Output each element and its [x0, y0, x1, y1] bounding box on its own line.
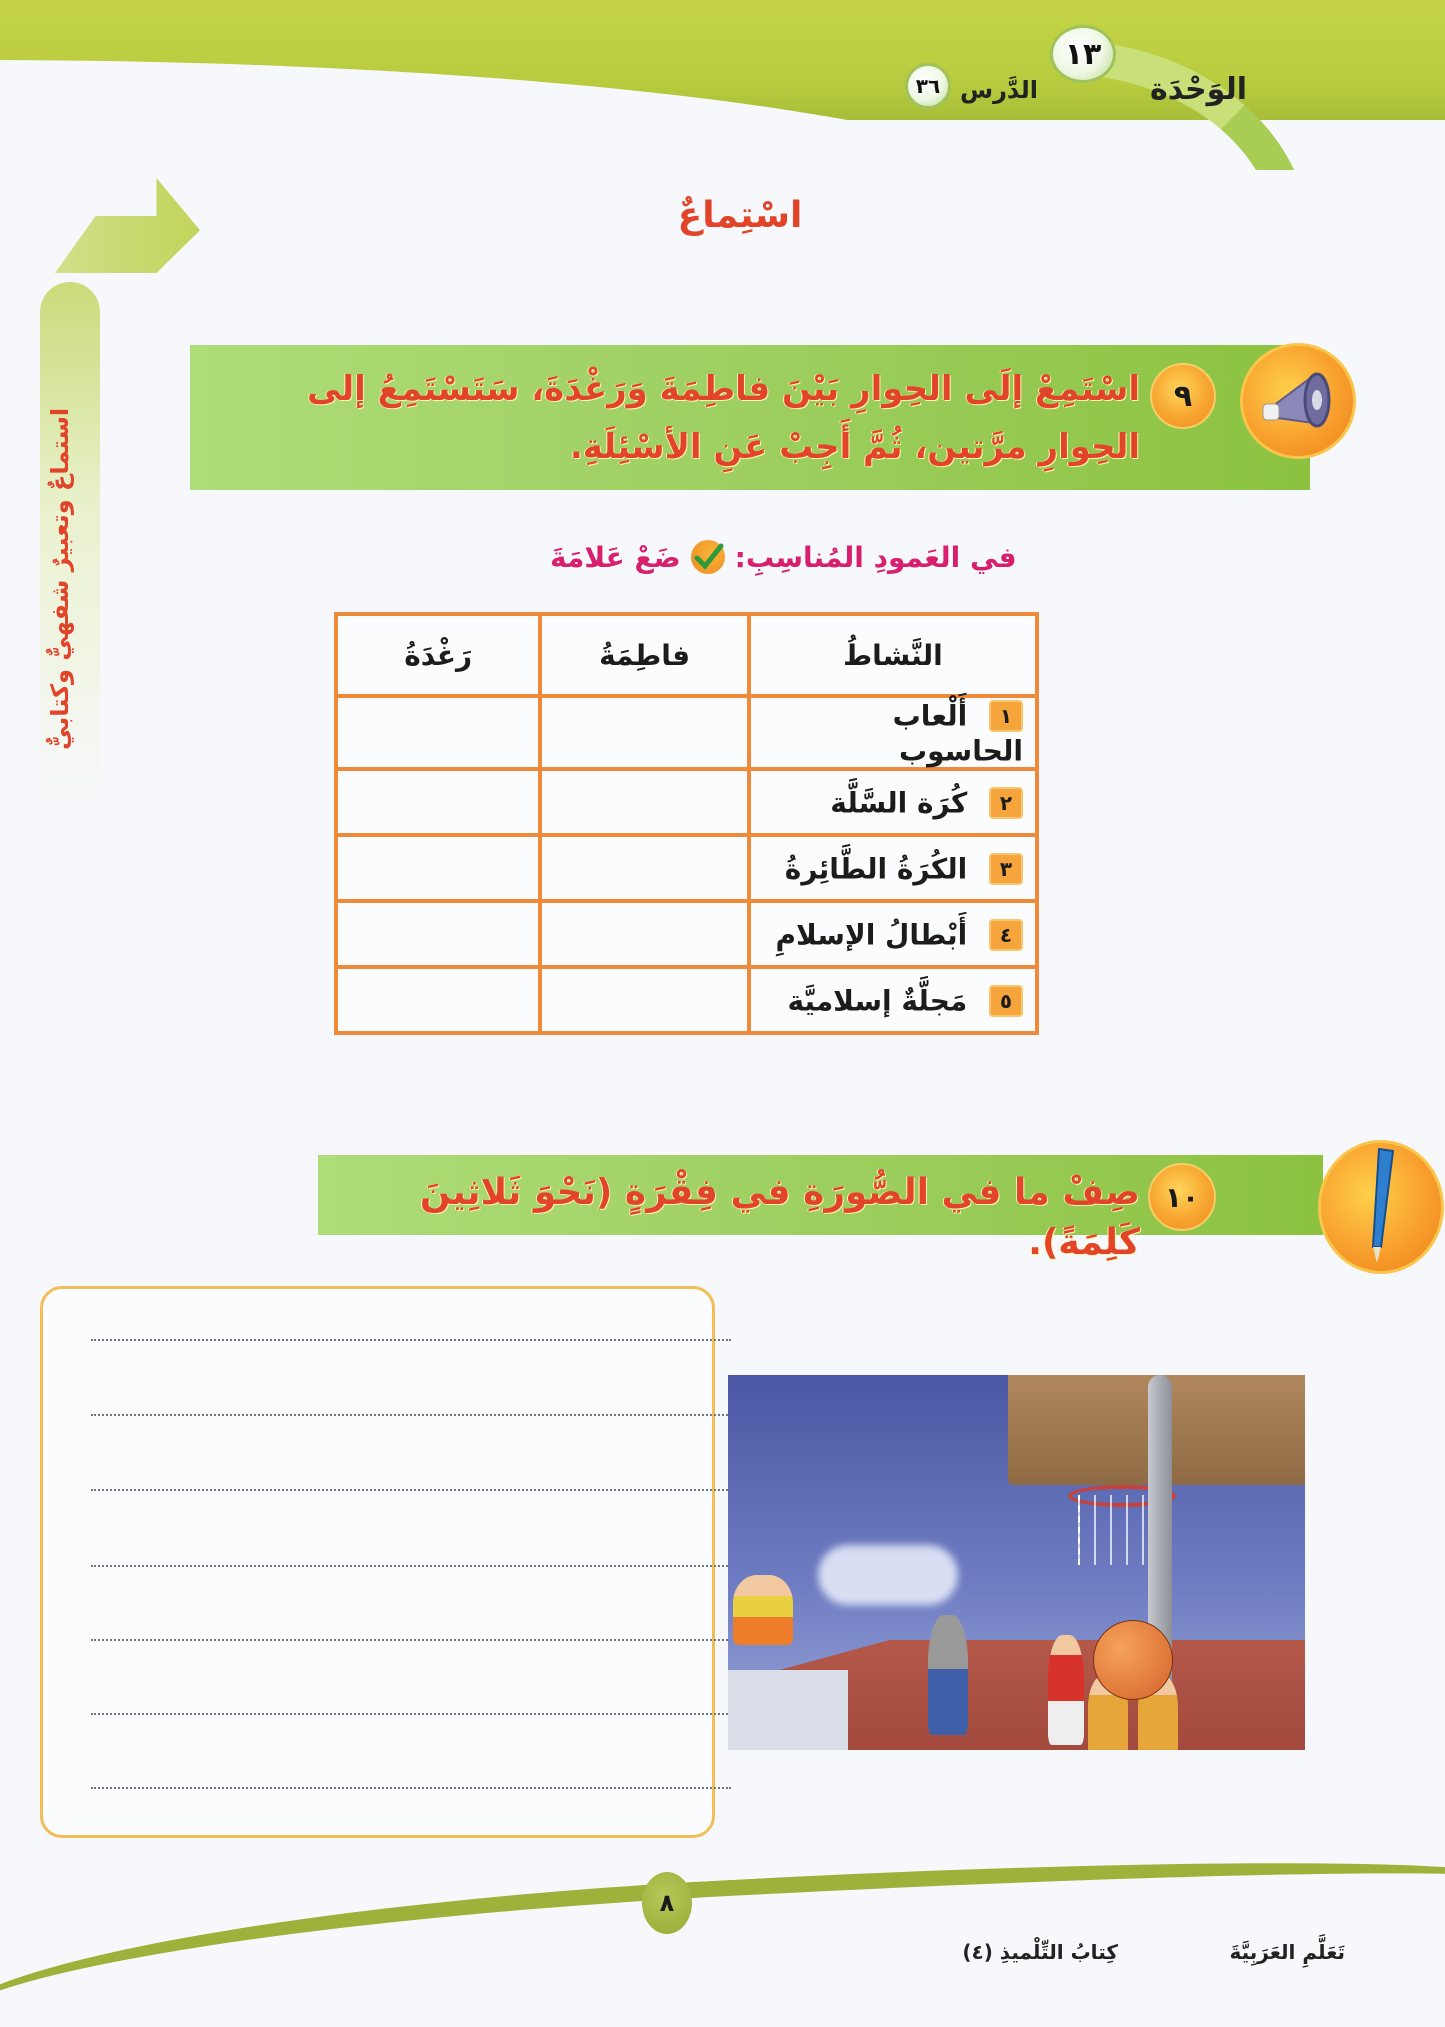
pen-icon: [1318, 1140, 1444, 1274]
activity-label: أَبْطالُ الإسلامِ: [775, 918, 968, 952]
row-number-badge: ٣: [989, 853, 1023, 885]
player-jumping: [1048, 1635, 1084, 1745]
table-row: [336, 901, 1037, 967]
raghda-check-cell[interactable]: [336, 769, 540, 835]
table-row: [336, 835, 1037, 901]
raghda-check-cell[interactable]: [336, 696, 540, 769]
book-title: تَعَلَّمِ العَرَبِيَّةَ: [1229, 1940, 1345, 1964]
unit-label: الوَحْدَة: [1150, 72, 1248, 107]
coach-figure: [928, 1615, 968, 1735]
activity-table: [334, 612, 1039, 1035]
unit-number-badge: ١٣: [1050, 25, 1116, 83]
question-9-text: اسْتَمِعْ إلَى الحِوارِ بَيْنَ فاطِمَةَ وَرَغْدَةَ، سَتَسْتَمِعُ إلى الحِوارِ مرَّتين، ثُمَّ أَجِبْ عَنِ الأسْئِلَةِ.: [306, 369, 1140, 467]
table-header-row: [336, 614, 1037, 696]
fatima-check-cell[interactable]: [540, 967, 748, 1033]
writing-line[interactable]: [91, 1489, 731, 1491]
raghda-check-cell[interactable]: [336, 967, 540, 1033]
writing-line[interactable]: [91, 1339, 731, 1341]
megaphone-icon: [1240, 343, 1356, 459]
table-row: [336, 769, 1037, 835]
raghda-check-cell[interactable]: [336, 901, 540, 967]
instruction-part-1: ضَعْ عَلامَةَ: [550, 540, 681, 574]
row-number-badge: ١: [989, 700, 1023, 732]
activity-label: مَجلَّةٌ إسلاميَّة: [787, 984, 968, 1018]
fatima-check-cell[interactable]: [540, 835, 748, 901]
writing-line[interactable]: [91, 1713, 731, 1715]
question-10-text: صِفْ ما في الصُّورَةِ في فِقْرَةٍ (نَحْوَ ثَلاثِينَ كَلِمَةً).: [419, 1172, 1140, 1263]
question-10-number: ١٠: [1148, 1163, 1216, 1231]
spectators: [733, 1575, 793, 1645]
basketball-icon: [1093, 1620, 1173, 1700]
writing-box[interactable]: [40, 1286, 715, 1838]
raghda-check-cell[interactable]: [336, 835, 540, 901]
book-volume: كِتابُ التِّلْميذِ (٤): [962, 1940, 1118, 1964]
writing-line[interactable]: [91, 1639, 731, 1641]
question-9-number: ٩: [1150, 363, 1216, 429]
writing-line[interactable]: [91, 1565, 731, 1567]
table-row: [336, 967, 1037, 1033]
activity-label: أَلْعاب الحاسوب: [892, 699, 1023, 767]
row-number-badge: ٤: [989, 919, 1023, 951]
header-fatima: فاطِمَةُ: [540, 614, 748, 696]
checkmark-icon: [691, 540, 725, 574]
row-number-badge: ٥: [989, 985, 1023, 1017]
writing-line[interactable]: [91, 1414, 731, 1416]
lesson-label: الدَّرس: [960, 76, 1039, 104]
activity-label: كُرَة السَّلَّة: [830, 786, 968, 820]
instruction-part-2: في العَمودِ المُناسِبِ:: [734, 540, 1017, 574]
lesson-number-badge: ٣٦: [905, 63, 951, 109]
fatima-check-cell[interactable]: [540, 901, 748, 967]
basketball-game-illustration: [728, 1375, 1305, 1750]
row-number-badge: ٢: [989, 787, 1023, 819]
header-activity: النَّشاطُ: [749, 614, 1037, 696]
table-row: [336, 696, 1037, 769]
fatima-check-cell[interactable]: [540, 696, 748, 769]
instruction: [550, 540, 1250, 574]
page-number: ٨: [642, 1872, 692, 1934]
footer-curve: [0, 1839, 1445, 2027]
writing-line[interactable]: [91, 1787, 731, 1789]
side-tab-label: استماعٌ وتعبيرٌ شفهيٌّ وكتابيٌّ: [46, 407, 74, 750]
activity-label: الكُرَةُ الطَّائِرةُ: [784, 852, 968, 886]
section-title: اسْتِماعٌ: [677, 195, 803, 236]
fatima-check-cell[interactable]: [540, 769, 748, 835]
header-raghda: رَغْدَةُ: [336, 614, 540, 696]
